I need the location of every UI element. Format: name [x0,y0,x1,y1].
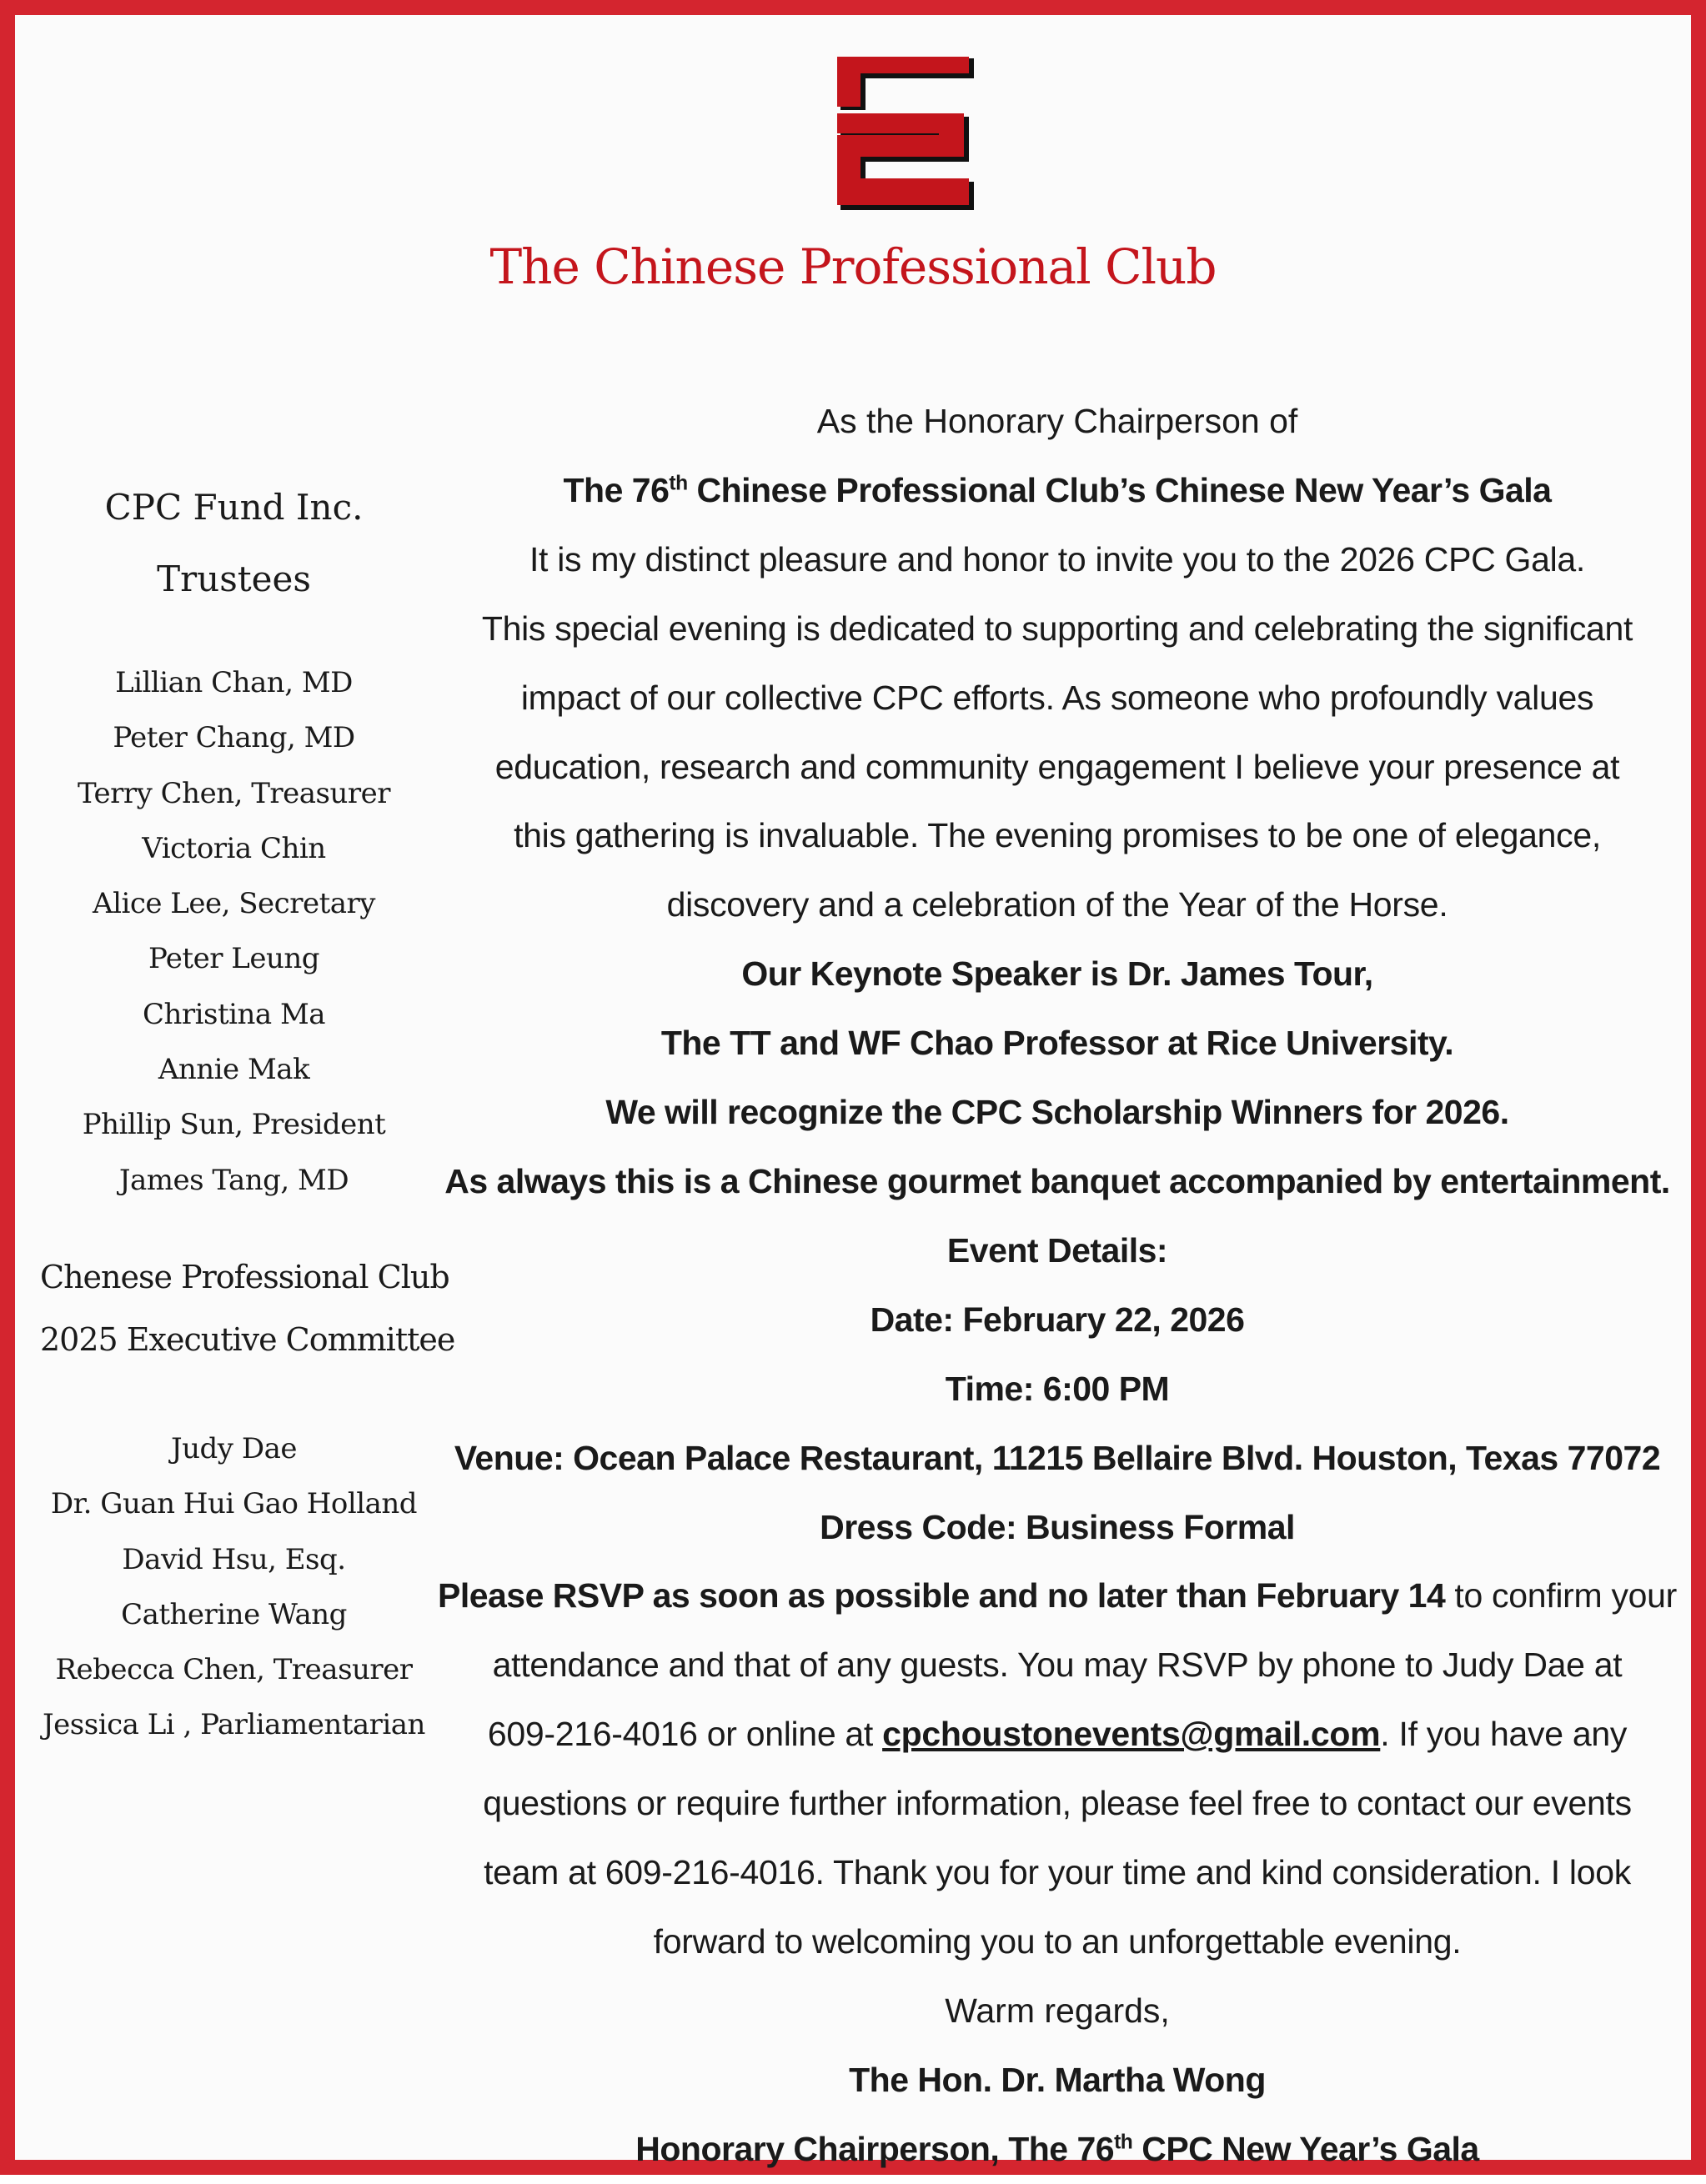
dress-code: Dress Code: Business Formal [820,1507,1295,1546]
rsvp-line6: forward to welcoming you to an unforgettable evening. [653,1921,1462,1961]
list-item: Terry Chen, Treasurer [77,776,391,810]
signer-name: The Hon. Dr. Martha Wong [849,2060,1266,2099]
committee-heading-line1: Chenese Professional Club [40,1258,449,1295]
list-item: Peter Leung [148,942,320,976]
rsvp-rest: to confirm your [1445,1576,1678,1615]
rsvp-line3-pre: 609-216-4016 or online at [487,1715,883,1754]
body-line: impact of our collective CPC efforts. As someone who profoundly values [520,678,1594,717]
body-line: this gathering is invaluable. The evening promises to be one of elegance, [514,816,1601,855]
closing: Warm regards, [945,1991,1170,2030]
list-item: Rebecca Chen, Treasurer [55,1653,413,1687]
body-line: discovery and a celebration of the Year of the Horse. [666,885,1448,924]
committee-heading-line2: 2025 Executive Committee [40,1320,455,1358]
list-item: Annie Mak [158,1053,310,1087]
gala-title-pre: The 76 [563,470,670,509]
event-time: Time: 6:00 PM [945,1369,1170,1408]
rsvp-line3-post: . If you have any [1380,1715,1628,1754]
invite-line: It is my distinct pleasure and honor to invite you to the 2026 CPC Gala. [529,539,1586,579]
event-date: Date: February 22, 2026 [870,1300,1245,1339]
rsvp-line1 [419,1561,1696,1630]
list-item: Judy Dae [171,1431,297,1465]
list-item: Victoria Chin [142,831,326,865]
signer-title-sup: th [1114,2131,1133,2153]
org-title: The Chinese Professional Club [489,238,1217,295]
rsvp-line4: questions or require further information, please feel free to contact our events [483,1784,1632,1823]
event-venue: Venue: Ocean Palace Restaurant, 11215 Bellaire Blvd. Houston, Texas 77072 [454,1438,1661,1477]
list-item: Lillian Chan, MD [115,666,353,699]
list-item: James Tang, MD [118,1163,349,1197]
invitation-letter [419,387,1696,2184]
rsvp-email-link[interactable]: cpchoustonevents@gmail.com [882,1715,1381,1754]
opening-line: As the Honorary Chairperson of [816,402,1298,440]
committee-list [40,1421,428,1753]
signer-title-post: CPC New Year’s Gala [1132,2129,1479,2168]
keynote-line2: The TT and WF Chao Professor at Rice University. [660,1024,1454,1063]
gala-title-sup: th [669,472,688,495]
gala-title [419,456,1696,525]
committee-block [40,1246,455,1753]
list-item: Dr. Guan Hui Gao Holland [50,1487,418,1521]
list-item: Christina Ma [142,997,326,1031]
list-item: David Hsu, Esq. [122,1542,346,1576]
rsvp-line2: attendance and that of any guests. You may RSVP by phone to Judy Dae at [492,1646,1623,1685]
body-line: This special evening is dedicated to supporting and celebrating the significant [481,609,1633,648]
gala-title-post: Chinese Professional Club’s Chinese New Year’s Gala [687,470,1552,509]
signer-title [419,2115,1696,2184]
list-item: Alice Lee, Secretary [93,887,375,921]
list-item: Catherine Wang [121,1597,347,1631]
list-item: Peter Chang, MD [113,721,355,755]
scholarship-line: We will recognize the CPC Scholarship Winners for 2026. [605,1093,1509,1132]
rsvp-line3 [419,1700,1696,1769]
signer-title-pre: Honorary Chairperson, The 76 [635,2129,1115,2168]
body-line: education, research and community engagement I believe your presence at [494,747,1620,786]
trustees-list [40,655,428,1208]
list-item: Phillip Sun, President [82,1108,386,1142]
rsvp-line5: team at 609-216-4016. Thank you for your time and kind consideration. I look [484,1853,1631,1892]
rsvp-deadline: Please RSVP as soon as possible and no later than February 14 [437,1576,1446,1615]
trustees-heading-line2: Trustees [157,559,311,599]
keynote-line1: Our Keynote Speaker is Dr. James Tour, [741,954,1373,994]
event-details-heading: Event Details: [946,1230,1168,1270]
banquet-line: As always this is a Chinese gourmet banquet accompanied by entertainment. [444,1161,1670,1200]
sidebar [40,472,455,1753]
trustees-heading-line1: CPC Fund Inc. [104,487,364,528]
list-item: Jessica Li , Parliamentarian [43,1708,425,1742]
cpc-logo [835,57,974,212]
